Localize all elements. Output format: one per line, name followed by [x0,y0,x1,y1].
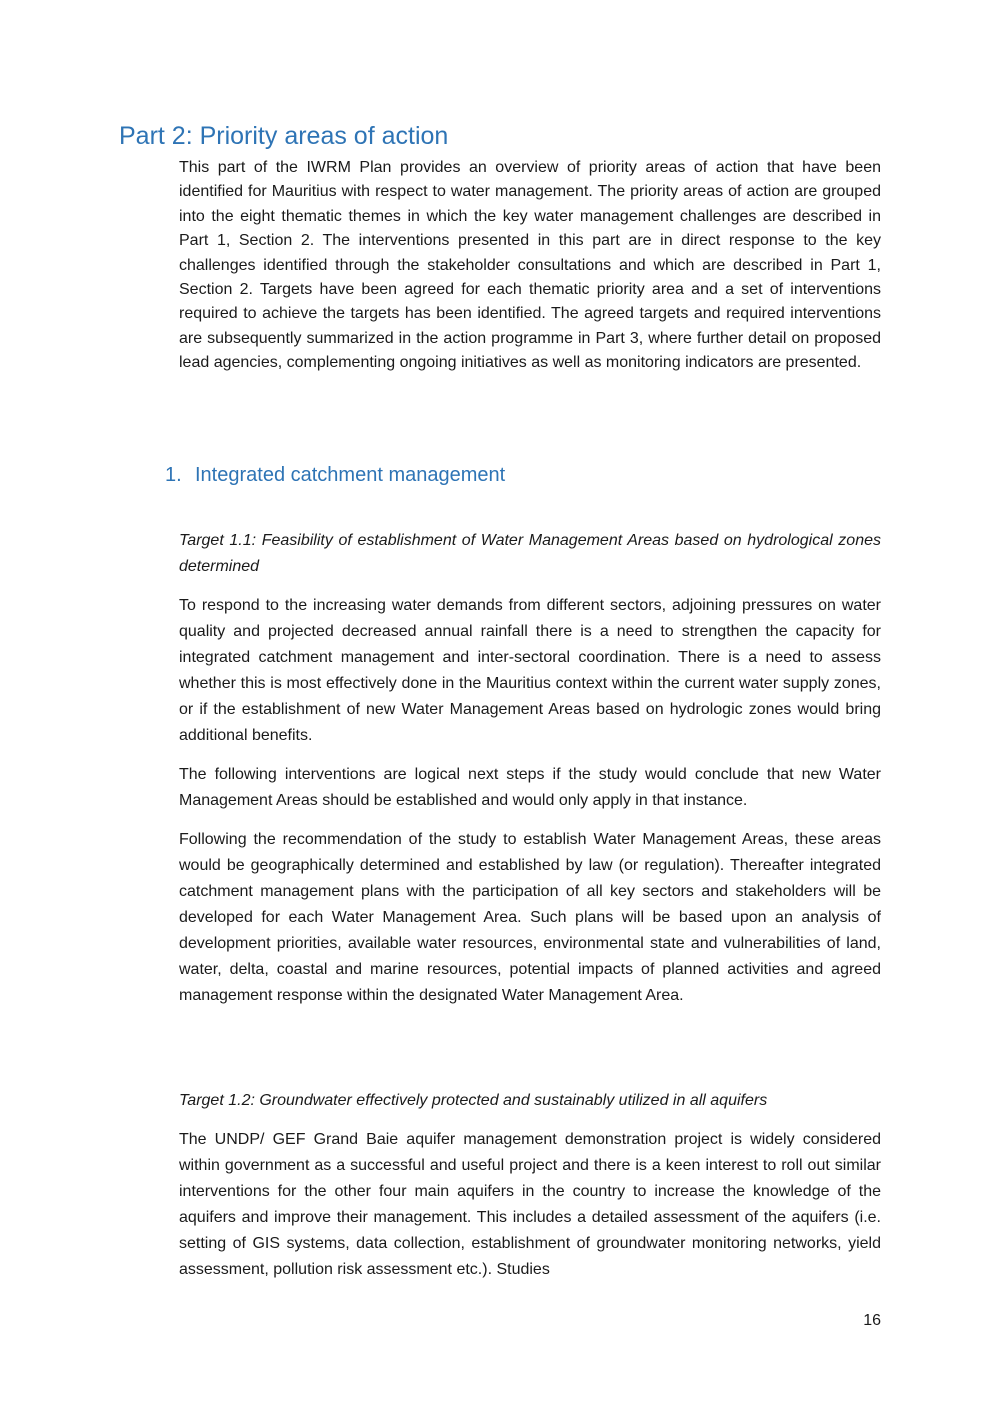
target-1-1-paragraph-3: Following the recommendation of the study to establish Water Management Areas, these areas would be geographically determined and established by law (or regulation). Thereafter integrated catchment management plans with the participation of all key sectors and stakeholders will be developed for each Water Management Area. Such plans will be based upon an analysis of development priorities, available water resources, environmental state and vulnerabilities of land, water, delta, coastal and marine resources, potential impacts of planned activities and agreed management response within the designated Water Management Area. [179,831,881,1004]
target-1-2-heading: Target 1.2: Groundwater effectively protected and sustainably utilized in all aquifers [179,1092,768,1109]
target-1-1-paragraph-1: To respond to the increasing water demands from different sectors, adjoining pressures on water quality and projected decreased annual rainfall there is a need to strengthen the capacity for integrated catchment management and inter-sectoral coordination. There is a need to assess whether this is most effectively done in the Mauritius context within the current water supply zones, or if the establishment of new Water Management Areas based on hydrologic zones would bring additional benefits. [179,597,881,744]
subsection-heading [165,461,505,489]
target-1-1-paragraph-2: The following interventions are logical next steps if the study would conclude that new Water Management Areas should be established and would only apply in that instance. [179,766,881,809]
subsection-number: 1. [165,464,182,486]
page-number: 16 [863,1312,881,1329]
subsection-title: Integrated catchment management [195,464,506,486]
section-title: Part 2: Priority areas of action [119,122,449,150]
intro-paragraph: This part of the IWRM Plan provides an overview of priority areas of action that have been identified for Mauritius with respect to water management. The priority areas of action are grouped into the eight thematic themes in which the key water management challenges are described in Part 1, Section 2. The interventions presented in this part are in direct response to the key challenges identified through the stakeholder consultations and which are described in Part 1, Section 2. Targets have been agreed for each thematic priority area and a set of interventions required to achieve the targets has been identified. The agreed targets and required interventions are subsequently summarized in the action programme in Part 3, where further detail on proposed lead agencies, complementing ongoing initiatives as well as monitoring indicators are presented. [179,159,881,372]
target-1-2-paragraph-1: The UNDP/ GEF Grand Baie aquifer management demonstration project is widely considered within government as a successful and useful project and there is a keen interest to roll out similar interventions for the other four main aquifers in the country to increase the knowledge of the aquifers and improve their management. This includes a detailed assessment of the aquifers (i.e. setting of GIS systems, data collection, establishment of groundwater monitoring networks, yield assessment, pollution risk assessment etc.). Studies [179,1131,881,1278]
target-1-1-heading: Target 1.1: Feasibility of establishment of Water Management Areas based on hydrological zones determined [179,532,881,575]
